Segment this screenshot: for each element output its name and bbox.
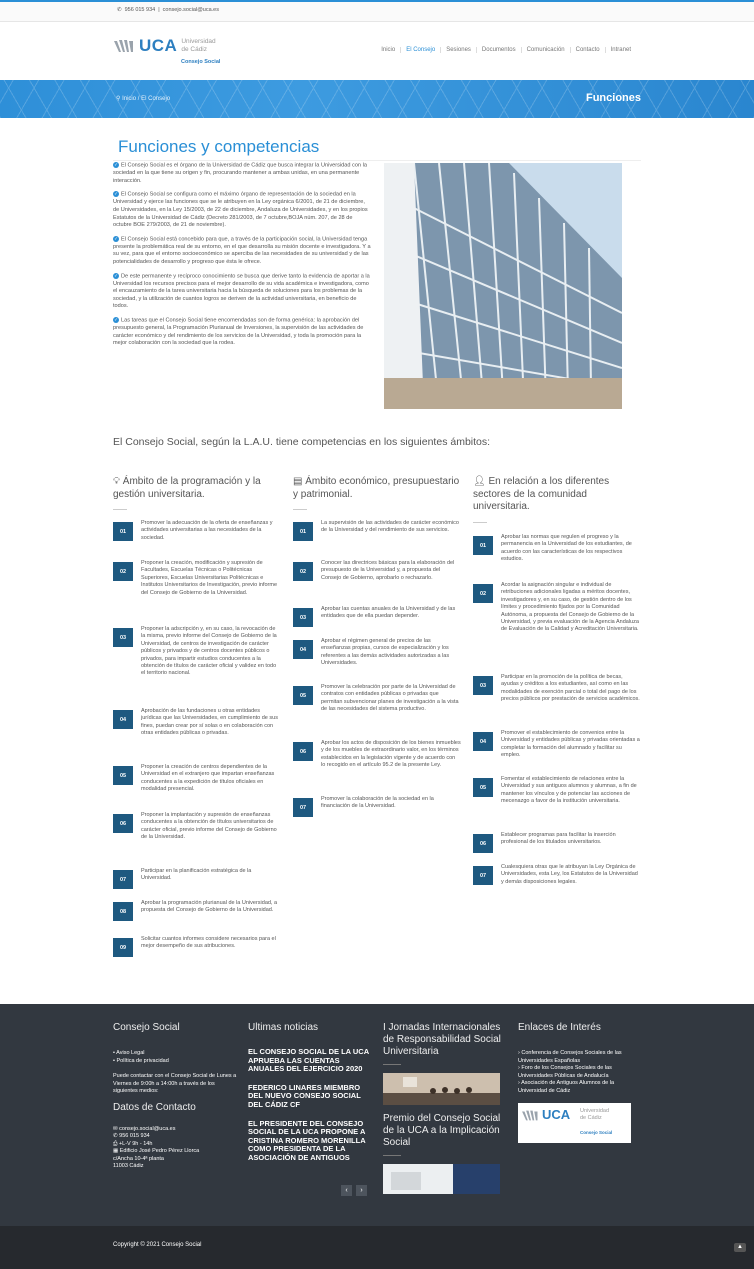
top-phone: 956 015 934	[124, 7, 156, 13]
list-item	[473, 866, 641, 886]
list-item	[293, 686, 461, 714]
nav-item-documentos[interactable]: Documentos	[476, 47, 521, 53]
item-number: 09	[113, 938, 133, 957]
site-header	[0, 22, 754, 80]
nav-item-contacto[interactable]: Contacto	[570, 47, 605, 53]
check-circle-icon: ✓	[114, 272, 118, 278]
item-number: 07	[293, 798, 313, 817]
site-footer	[0, 1004, 754, 1226]
item-text: Fomentar el establecimiento de relaciones entre la Universidad y sus antiguos alumnos y alumnas, a fin de mantener los vínculos y de potenciar las acciones de mecenazgo a favor de la institución universitaria.	[501, 776, 637, 805]
intro-paragraph: El Consejo Social se configura como el máximo órgano de representación de la sociedad en la Universidad y ejerce las funciones que se le atribuyen en la Ley orgánica 6/2001, de 21 de diciembre, de Universidades, en la Ley 15/2003, de 22 de diciembre, Andaluza de Universidades, y en los propios Estatutos de la Universidad de Cádiz (Decreto 281/2003, de 7 octubre,BOJA núm. 207, de 28 de octubre BOE 279/2003, de 21 de noviembre).	[113, 191, 368, 229]
footer-logo-brand: UCA	[542, 1107, 571, 1122]
top-bar	[0, 0, 754, 22]
check-circle-icon: ✓	[114, 317, 118, 323]
event-title[interactable]: Premio del Consejo Social de la UCA a la Implicación Social	[383, 1113, 501, 1148]
footer-link[interactable]: Foro de los Consejos Sociales de las Universidades Públicas de Andalucía	[518, 1065, 612, 1079]
footer-building: Edificio José Pedro Pérez Llorca	[119, 1148, 200, 1154]
news-item[interactable]: EL PRESIDENTE DEL CONSEJO SOCIAL DE LA UCA PROPONE A CRISTINA ROMERO MORENILLA COMO PRESIDENTA DE LA ASOCIACIÓN DE ANTIGUOS	[248, 1118, 366, 1162]
item-text: Establecer programas para facilitar la inserción profesional de los titulados universitarios.	[501, 832, 616, 846]
intro-paragraph: De este permanente y recíproco conocimiento se busca que derive tanto la evidencia de aportar a la Universidad los recursos precisos para el mejor desarrollo de su vida académica e investigadora, como el encauzamiento de la tarea universitaria hacia la búsqueda de soluciones para los problemas de la sociedad, y la utilización de cuantos logros se deriven de la actividad universitaria, en beneficio de todos.	[113, 273, 370, 310]
phone-icon: ✆	[117, 7, 122, 13]
item-text: Aprobar el régimen general de precios de las enseñanzas propias, cursos de especialización y los referentes a las demás actividades autorizadas a las Universidades.	[321, 638, 450, 667]
scroll-to-top-icon[interactable]: ▲	[734, 1243, 746, 1252]
footer-news	[248, 1022, 373, 1196]
item-number: 06	[293, 742, 313, 761]
item-number: 04	[473, 732, 493, 751]
list-item	[113, 562, 281, 597]
item-text: Promover el establecimiento de convenios entre la Universidad y entidades públicas y privadas orientadas a completar la formación del alumnado y facilitar su empleo.	[501, 730, 640, 759]
list-item	[113, 628, 281, 678]
news-item[interactable]: FEDERICO LINARES MIEMBRO DEL NUEVO CONSEJO SOCIAL DEL CÁDIZ CF	[248, 1082, 361, 1109]
item-number: 02	[293, 562, 313, 581]
footer-heading: Ultimas noticias	[248, 1022, 319, 1033]
competencies-subtitle: El Consejo Social, según la L.A.U. tiene competencias en los siguientes ámbitos:	[113, 436, 491, 448]
intro-paragraph: El Consejo Social es el órgano de la Universidad de Cádiz que busca integrar la Universidad con la sociedad en la que tiene su origen y fin, procurando mantener a ambas unidas, en una permanente interacción.	[113, 162, 367, 184]
item-text: Aprobar las normas que regulen el progreso y la permanencia en la Universidad de los estudiantes, de acuerdo con las características de los respectivos estudios.	[501, 534, 632, 563]
item-text: Participar en la promoción de la política de becas, ayudas y créditos a los estudiantes, así como en las modalidades de exención parcial o total del pago de los precios públicos por prestación de servicios académicos.	[501, 674, 640, 703]
footer-consejo: Consejo Social • Aviso Legal • Política de privacidad Puede contactar con el Consejo Social de Lunes a Viernes de 9:00h a 14:00h a través de los siguientes medios: Datos de Contacto ✉ consejo.social@uca.es ✆ 956 015 934 ⎙ +L-V 9h - 14h ▦ Edificio José Pedro Pérez Llorca c/Ancha 10-4ª planta 11003 Cádiz	[113, 1022, 237, 1169]
footer-events	[383, 1022, 508, 1194]
list-item	[473, 732, 641, 760]
item-number: 01	[113, 522, 133, 541]
item-text: Aprobación de las fundaciones u otras entidades jurídicas que las Universidades, en cumplimiento de sus fines, puedan crear por sí solas o en colaboración con otras entidades públicas o privadas.	[141, 708, 278, 737]
lightbulb-icon: 💡︎	[113, 476, 120, 487]
column-sectores	[473, 476, 643, 885]
item-number: 07	[113, 870, 133, 889]
envelope-icon: ✉	[113, 1125, 118, 1132]
item-number: 02	[113, 562, 133, 581]
item-number: 05	[293, 686, 313, 705]
award-photo-illustration	[383, 1164, 500, 1194]
list-item	[293, 798, 461, 817]
item-number: 05	[113, 766, 133, 785]
item-number: 08	[113, 902, 133, 921]
phone-icon: ✆	[113, 1133, 118, 1139]
nav-item-comunicacion[interactable]: Comunicación	[521, 47, 570, 53]
list-item	[113, 710, 281, 738]
list-item	[113, 870, 281, 889]
building-photo	[384, 163, 622, 409]
location-pin-icon: ⚲	[116, 96, 121, 102]
chevron-left-icon[interactable]: ‹	[341, 1185, 352, 1196]
item-text: Aprobar la programación plurianual de la Universidad, a propuesta del Consejo de Gobierno de la Universidad.	[141, 900, 278, 914]
item-text: Solicitar cuantos informes considere necesarios para el mejor desempeño de sus atribuciones.	[141, 936, 276, 950]
item-text: Aprobar los actos de disposición de los bienes inmuebles y de los muebles de extraordinario valor, en los términos establecidos en la legislación vigente y de acuerdo con lo recogido en el artículo 95.2 de la presente Ley.	[321, 740, 461, 769]
top-contact: ✆ 956 015 934 | consejo.social@uca.es	[117, 7, 219, 13]
item-text: Proponer la creación de centros dependientes de la Universidad en el extranjero que impartan enseñanzas conducentes a la expedición de títulos oficiales en modalidad presencial.	[141, 764, 275, 793]
footer-heading: Enlaces de Interés	[518, 1022, 601, 1033]
top-email[interactable]: consejo.social@uca.es	[162, 7, 219, 13]
intro-text	[113, 162, 371, 354]
main-nav	[376, 47, 636, 53]
list-item	[293, 640, 461, 668]
item-text: La supervisión de las actividades de carácter económico de la Universidad y del rendimiento de sus servicios.	[321, 520, 459, 534]
item-number: 01	[473, 536, 493, 555]
user-icon: 👤︎	[473, 476, 486, 487]
building-icon: ▦	[113, 1148, 119, 1154]
item-text: Proponer la implantación y supresión de enseñanzas conducentes a la obtención de títulos universitarios de carácter oficial, previo informe del Consejo de Gobierno de la Universidad.	[141, 812, 277, 841]
footer-link-aviso-legal[interactable]: Aviso Legal	[116, 1050, 145, 1056]
footer-street: c/Ancha 10-4ª planta	[113, 1155, 164, 1162]
column-economico	[293, 476, 463, 811]
footer-links: Enlaces de Interés › Conferencia de Consejos Sociales de las Universidades Españolas › Foro de los Consejos Sociales de las Universidades Públicas de Andalucía › Asociación de Antiguos Alumnos de la Universidad de Cádiz UCA Universidad de Cádiz Consejo Social	[518, 1022, 643, 1143]
copyright-bar	[0, 1226, 754, 1269]
footer-link[interactable]: Asociación de Antiguos Alumnos de la Universidad de Cádiz	[518, 1080, 615, 1094]
intro-paragraph: Las tareas que el Consejo Social tiene encomendadas son de forma genérica: la aprobación del presupuesto general, la Programación Plurianual de Inversiones, la supervisión de las actividades de carácter económico y del rendimiento de los servicios de la Universidad, y toda la promoción para la mejor colaboración con la sociedad que la rodea.	[113, 317, 364, 347]
list-item	[293, 608, 461, 627]
item-text: Acordar la asignación singular e individual de retribuciones adicionales ligadas a méritos docentes, investigadores y, en su caso, de gestión dentro de los límites y procedimiento fijados por la Comunidad Autónoma, a propuesta del Consejo de Gobierno de la Universidad, y previa evaluación de la Agencia Andaluza de Evaluación de la Calidad y Acreditación Universitaria.	[501, 582, 639, 633]
breadcrumb-current[interactable]: El Consejo	[141, 96, 171, 102]
logo[interactable]	[113, 36, 216, 56]
footer-contact-text: Puede contactar con el Consejo Social de Lunes a Viernes de 9:00h a 14:00h a través de los siguientes medios:	[113, 1073, 237, 1094]
item-text: Aprobar las cuentas anuales de la Universidad y de las entidades que de ella puedan depender.	[321, 606, 456, 620]
item-text: Conocer las directrices básicas para la elaboración del presupuesto de la Universidad y, a propuesta del Consejo de Gobierno, aprobarlo o rechazarlo.	[321, 560, 455, 581]
list-item	[113, 902, 281, 921]
list-item	[473, 584, 641, 634]
column-title: Ámbito económico, presupuestario y patrimonial.	[293, 476, 460, 500]
logo-subtitle: Consejo Social	[181, 59, 221, 65]
list-item	[293, 522, 461, 541]
intro-paragraph: El Consejo Social está concebido para que, a través de la participación social, la Universidad tenga presente la problemática real de su entorno, en el que desarrolla su misión docente e investigadora. Y a su vez, para que el entorno socioeconómico se aperciba de las necesidades de su universidad y de las potencialidades de desarrollo y progreso que ésta le ofrece.	[113, 236, 371, 265]
footer-link[interactable]: Conferencia de Consejos Sociales de las Universidades Españolas	[518, 1050, 622, 1064]
item-number: 02	[473, 584, 493, 603]
event-photo-illustration	[383, 1073, 500, 1105]
section-title: Funciones y competencias	[118, 137, 320, 156]
logo-university: Universidad de Cádiz	[181, 38, 216, 53]
item-text: Promover la adecuación de la oferta de enseñanzas y actividades universitarias a las necesidades de la sociedad.	[141, 520, 273, 541]
page-banner	[0, 80, 754, 118]
list-item	[293, 742, 461, 770]
event-title[interactable]: I Jornadas Internacionales de Responsabilidad Social Universitaria	[383, 1022, 501, 1057]
footer-city: 11003 Cádiz	[113, 1163, 144, 1169]
item-text: Proponer la adscripción y, en su caso, la revocación de la misma, previo informe del Consejo de Gobierno de la Universidad, de centros de investigación de carácter públicos y privados y de centros docentes públicos o privados, para impartir estudios conducentes a la obtención de títulos de carácter oficial y validez en todo el territorio nacional.	[141, 626, 277, 677]
list-item	[473, 778, 641, 806]
page-title: Funciones	[585, 92, 641, 104]
footer-email[interactable]: consejo.social@uca.es	[119, 1125, 176, 1132]
item-number: 03	[473, 676, 493, 695]
list-item	[113, 814, 281, 842]
column-title: En relación a los diferentes sectores de la comunidad universitaria.	[473, 476, 610, 512]
item-number: 06	[473, 834, 493, 853]
copyright-text: Copyright © 2021 Consejo Social	[113, 1242, 202, 1248]
item-number: 06	[113, 814, 133, 833]
item-text: Cualesquiera otras que le atribuyan la Ley Orgánica de Universidades, esta Ley, los Estatutos de la Universidad y demás disposiciones legales.	[501, 864, 638, 885]
check-circle-icon: ✓	[114, 235, 118, 241]
building-illustration	[384, 163, 622, 409]
news-pager	[341, 1185, 373, 1196]
chevron-right-icon[interactable]: ›	[356, 1185, 367, 1196]
footer-phone: 956 015 934	[119, 1133, 150, 1139]
item-number: 03	[293, 608, 313, 627]
footer-contact-heading: Datos de Contacto	[113, 1101, 196, 1113]
list-item	[293, 562, 461, 582]
list-item	[113, 766, 281, 794]
item-number: 07	[473, 866, 493, 885]
breadcrumb-home[interactable]: Inicio	[122, 96, 137, 102]
list-item	[473, 834, 641, 853]
logo-brand: UCA	[139, 36, 178, 55]
item-text: Promover la colaboración de la sociedad en la financiación de la Universidad.	[321, 796, 434, 810]
item-number: 04	[113, 710, 133, 729]
news-item[interactable]: EL CONSEJO SOCIAL DE LA UCA APRUEBA LAS CUENTAS ANUALES DEL EJERCICIO 2020	[248, 1047, 369, 1074]
item-number: 03	[113, 628, 133, 647]
column-programacion	[113, 476, 283, 951]
footer-link-privacidad[interactable]: Política de privacidad	[116, 1057, 169, 1064]
check-circle-icon: ✓	[114, 191, 118, 197]
uca-crest-icon	[521, 1109, 541, 1122]
award-photo[interactable]	[383, 1164, 500, 1194]
list-item	[113, 522, 281, 542]
footer-logo[interactable]: UCA Universidad de Cádiz Consejo Social	[518, 1103, 631, 1143]
nav-item-inicio[interactable]: Inicio	[381, 47, 396, 53]
column-title: Ámbito de la programación y la gestión universitaria.	[113, 476, 261, 500]
nav-item-el-consejo[interactable]: El Consejo	[400, 47, 440, 53]
printer-icon: ⎙	[113, 1140, 118, 1147]
event-photo[interactable]	[383, 1073, 500, 1105]
item-text: Promover la celebración por parte de la Universidad de contratos con entidades públicas o privadas que permitan subvencionar planes de investigación a la vista de las necesidades del sistema productivo.	[321, 684, 459, 713]
footer-heading: Consejo Social	[113, 1022, 180, 1033]
check-circle-icon: ✓	[114, 162, 118, 167]
item-text: Participar en la planificación estratégica de la Universidad.	[141, 868, 252, 882]
item-number: 01	[293, 522, 313, 541]
list-item	[113, 938, 281, 957]
uca-crest-icon	[113, 38, 137, 54]
divider	[113, 160, 641, 161]
list-item	[473, 676, 641, 704]
breadcrumb: ⚲ Inicio / El Consejo	[116, 96, 171, 102]
item-text: Proponer la creación, modificación y supresión de Facultades, Escuelas Técnicas o Politécnicas Superiores, Escuelas Universitarias Politécnicas e Institutos Universitarios de Investigación, previo informe del Consejo de Gobierno de la Universidad.	[141, 560, 278, 596]
item-number: 05	[473, 778, 493, 797]
nav-item-sesiones[interactable]: Sesiones	[440, 47, 476, 53]
nav-item-intranet[interactable]: Intranet	[605, 47, 636, 53]
footer-hours: +L-V 9h - 14h	[118, 1140, 153, 1147]
item-number: 04	[293, 640, 313, 659]
list-item	[473, 536, 641, 564]
money-icon: ▤	[293, 476, 303, 487]
